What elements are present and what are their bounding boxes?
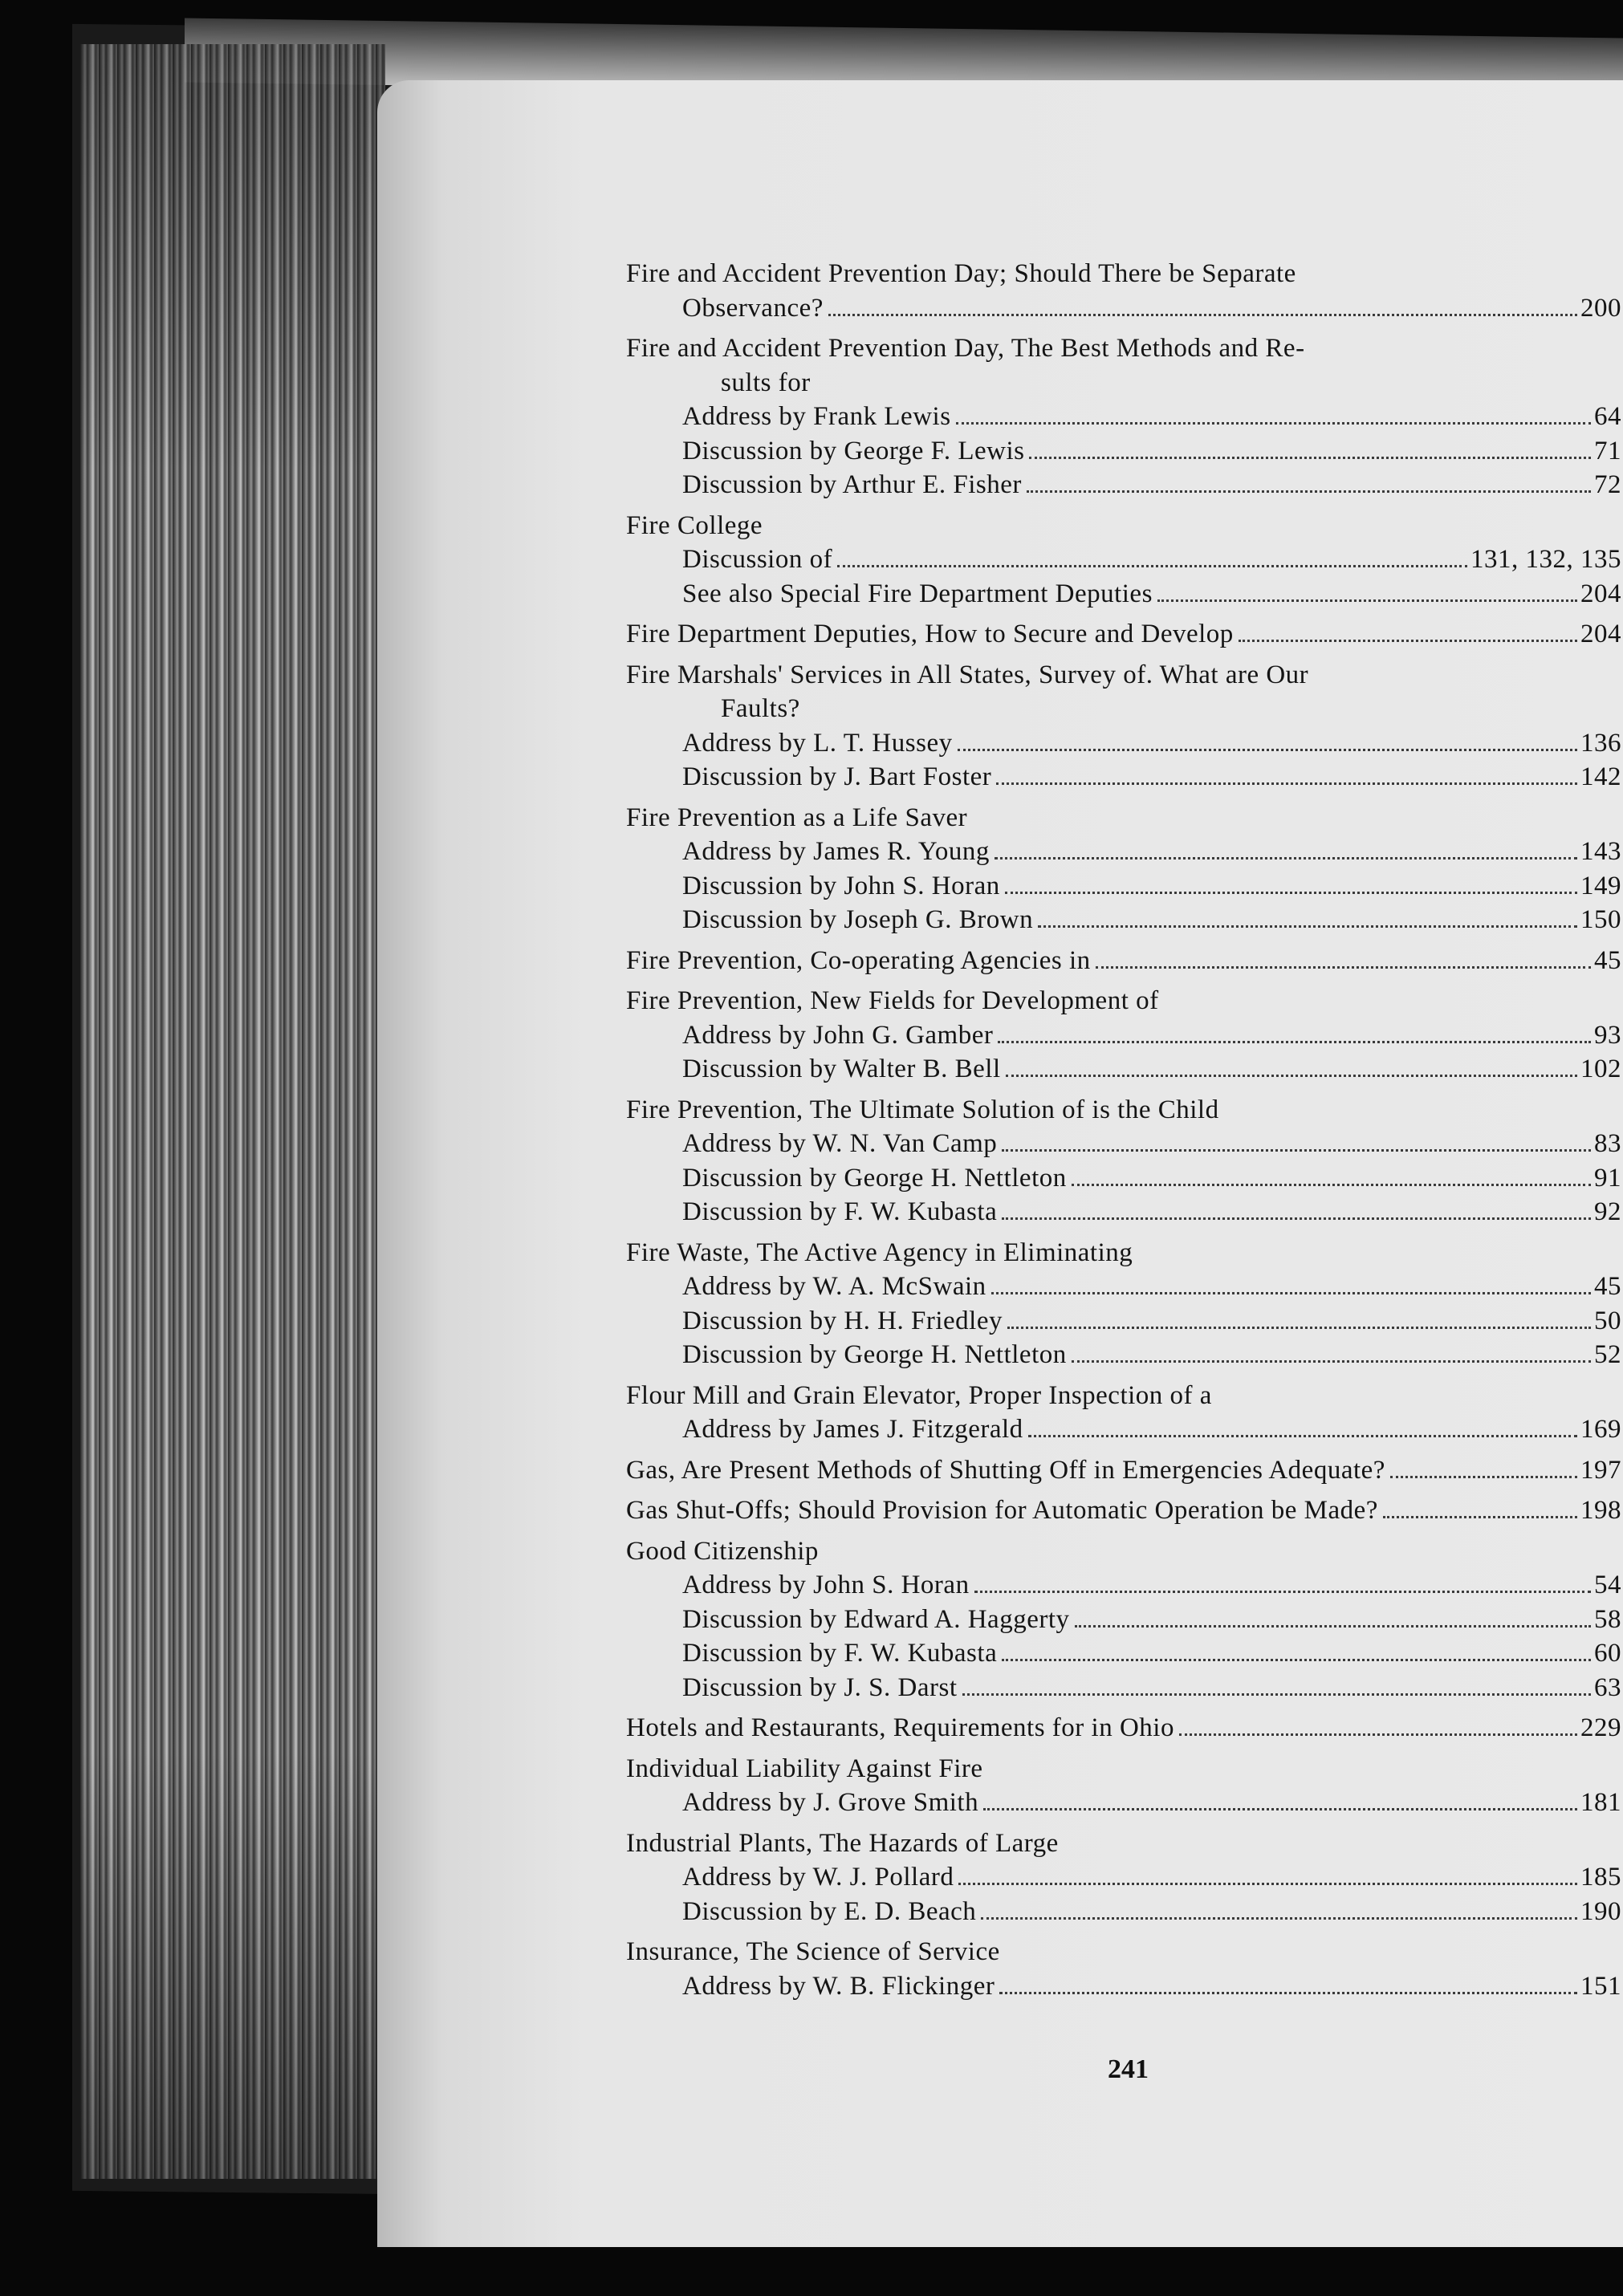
entry-label: Observance?: [682, 293, 824, 323]
index-entry: [626, 984, 1621, 1087]
page-number: 241: [1108, 2054, 1149, 2084]
page-reference: 204: [1580, 620, 1621, 648]
entry-label: Address by John S. Horan: [682, 1571, 970, 1599]
page-reference: 131, 132, 135: [1470, 545, 1621, 574]
page-reference: 229: [1580, 1713, 1621, 1742]
index-heading: Fire Prevention, The Ultimate Solution of is the Child: [626, 1095, 1219, 1124]
entry-label: Discussion by F. W. Kubasta: [682, 1197, 998, 1226]
page-reference: 149: [1580, 871, 1621, 900]
index-list: [626, 257, 1621, 2010]
page-reference: 92: [1594, 1197, 1621, 1226]
entry-label: Discussion by Joseph G. Brown: [682, 905, 1034, 934]
page-reference: 102: [1580, 1055, 1621, 1083]
page-reference: 185: [1580, 1863, 1621, 1892]
index-entry: [626, 509, 1621, 612]
index-subentry: [626, 1270, 1621, 1304]
index-heading: Individual Liability Against Fire: [626, 1753, 983, 1783]
index-heading-continuation: [626, 291, 1621, 326]
dot-leader: [1383, 1516, 1577, 1518]
index-heading: Fire and Accident Prevention Day; Should There be Separate: [626, 259, 1296, 288]
page-reference: 136: [1580, 728, 1621, 758]
entry-label: Discussion by Edward A. Haggerty: [682, 1604, 1070, 1634]
index-heading-row: [626, 1453, 1621, 1488]
index-entry: [626, 944, 1621, 978]
index-heading: Fire and Accident Prevention Day, The Best Methods and Re-: [626, 334, 1305, 363]
page-reference: 54: [1594, 1571, 1621, 1599]
index-heading: Fire Prevention as a Life Saver: [626, 803, 968, 832]
index-entry: [626, 1453, 1621, 1488]
page-reference: 93: [1594, 1020, 1621, 1050]
entry-label: Discussion by J. S. Darst: [682, 1672, 958, 1702]
index-entry: [626, 1752, 1621, 1820]
dot-leader: [1390, 1476, 1577, 1478]
page-reference: 64: [1594, 402, 1621, 431]
entry-label: Address by W. N. Van Camp: [682, 1129, 998, 1158]
index-heading: Fire Waste, The Active Agency in Eliminating: [626, 1237, 1133, 1267]
entry-label: Address by W. B. Flickinger: [682, 1971, 995, 2001]
dot-leader: [991, 1292, 1591, 1294]
index-subentry: [626, 1338, 1621, 1372]
index-subentry: [626, 1860, 1621, 1895]
index-subentry: [626, 1969, 1621, 2004]
dot-leader: [995, 857, 1577, 859]
page-reference: 83: [1594, 1129, 1621, 1158]
dot-leader: [1007, 1327, 1591, 1329]
dot-leader: [1179, 1733, 1577, 1736]
dot-leader: [996, 782, 1577, 785]
dot-leader: [1005, 892, 1577, 894]
page-reference: 143: [1580, 837, 1621, 866]
dot-leader: [983, 1808, 1577, 1810]
page-reference: 71: [1594, 436, 1621, 465]
entry-label: Discussion by George H. Nettleton: [682, 1163, 1067, 1193]
index-entry: [626, 1711, 1621, 1745]
entry-label: Address by John G. Gamber: [682, 1020, 994, 1050]
index-subentry: [626, 577, 1621, 612]
page-reference: 45: [1594, 945, 1621, 975]
index-entry: [626, 1534, 1621, 1705]
page-reference: 198: [1580, 1496, 1621, 1525]
index-entry: [626, 1379, 1621, 1447]
entry-label: Discussion by H. H. Friedley: [682, 1306, 1003, 1335]
index-subentry: [626, 1603, 1621, 1637]
index-subentry: [626, 434, 1621, 469]
dot-leader: [1072, 1184, 1591, 1186]
entry-label: Discussion by J. Bart Foster: [682, 762, 992, 791]
page-reference: 52: [1594, 1340, 1621, 1369]
index-subentry: [626, 760, 1621, 794]
dot-leader: [956, 422, 1591, 425]
dot-leader: [999, 1992, 1577, 1994]
dot-leader: [1072, 1360, 1591, 1363]
index-entry: [626, 617, 1621, 652]
entry-label: Hotels and Restaurants, Requirements for in Ohio: [626, 1713, 1174, 1742]
page-reference: 197: [1580, 1455, 1621, 1485]
index-subentry: [626, 400, 1621, 434]
index-subentry: [626, 1671, 1621, 1705]
index-heading-row: [626, 944, 1621, 978]
index-heading: Industrial Plants, The Hazards of Large: [626, 1828, 1059, 1858]
index-heading-row: [626, 617, 1621, 652]
page-reference: 142: [1580, 762, 1621, 791]
dot-leader: [958, 749, 1577, 751]
entry-label: Address by W. J. Pollard: [682, 1863, 954, 1892]
index-entry: [626, 257, 1621, 325]
index-entry: [626, 658, 1621, 794]
index-subentry: [626, 1195, 1621, 1229]
entry-label: Gas, Are Present Methods of Shutting Off in Emergencies Adequate?: [626, 1455, 1385, 1485]
entry-label: Fire Department Deputies, How to Secure and Develop: [626, 620, 1234, 648]
page-reference: 72: [1594, 470, 1621, 499]
dot-leader: [1002, 1149, 1591, 1152]
index-heading-row: [626, 1711, 1621, 1745]
index-entry: [626, 1827, 1621, 1929]
index-heading: Insurance, The Science of Service: [626, 1937, 1000, 1966]
dot-leader: [1027, 490, 1591, 493]
index-subentry: [626, 903, 1621, 937]
index-subentry: [626, 869, 1621, 904]
dot-leader: [1029, 457, 1591, 459]
entry-label: Discussion by F. W. Kubasta: [682, 1639, 998, 1668]
entry-label: Discussion by E. D. Beach: [682, 1896, 977, 1926]
dot-leader: [1096, 966, 1591, 969]
dot-leader: [962, 1693, 1591, 1696]
index-heading-continuation: Faults?: [721, 694, 800, 723]
index-subentry: [626, 1161, 1621, 1196]
entry-label: Discussion of: [682, 545, 833, 574]
index-subentry: [626, 543, 1621, 577]
dot-leader: [958, 1883, 1577, 1885]
index-subentry: [626, 1412, 1621, 1447]
page-reference: 45: [1594, 1272, 1621, 1301]
entry-label: Discussion by Walter B. Bell: [682, 1055, 1001, 1083]
index-heading: Fire Marshals' Services in All States, Survey of. What are Our: [626, 660, 1309, 689]
entry-label: Address by J. Grove Smith: [682, 1788, 979, 1817]
page-reference: 169: [1580, 1415, 1621, 1444]
index-entry: [626, 1093, 1621, 1229]
entry-label: Discussion by George F. Lewis: [682, 436, 1025, 465]
entry-label: Discussion by George H. Nettleton: [682, 1340, 1067, 1369]
index-subentry: [626, 1636, 1621, 1671]
page-reference: 150: [1580, 905, 1621, 934]
dot-leader: [1006, 1075, 1577, 1077]
index-heading-row: [626, 1493, 1621, 1528]
index-subentry: [626, 468, 1621, 502]
page-reference: 58: [1594, 1604, 1621, 1634]
index-heading-continuation: sults for: [721, 368, 811, 397]
dot-leader: [1075, 1625, 1591, 1628]
entry-label: Discussion by Arthur E. Fisher: [682, 470, 1022, 499]
index-subentry: [626, 726, 1621, 761]
index-subentry: [626, 1304, 1621, 1339]
index-entry: [626, 331, 1621, 502]
dot-leader: [998, 1041, 1591, 1043]
page-reference: 50: [1594, 1306, 1621, 1335]
dot-leader: [1038, 925, 1577, 928]
entry-label: Address by W. A. McSwain: [682, 1272, 986, 1301]
index-subentry: [626, 1895, 1621, 1929]
index-entry: [626, 801, 1621, 937]
dot-leader: [1028, 1435, 1577, 1437]
entry-label: See also Special Fire Department Deputies: [682, 579, 1153, 608]
page-edges: [80, 44, 385, 2179]
dot-leader: [828, 314, 1577, 316]
page-reference: 151: [1580, 1971, 1621, 2001]
entry-label: Gas Shut-Offs; Should Provision for Automatic Operation be Made?: [626, 1496, 1378, 1525]
dot-leader: [837, 565, 1467, 567]
entry-label: Address by Frank Lewis: [682, 402, 951, 431]
index-subentry: [626, 835, 1621, 869]
index-subentry: [626, 1786, 1621, 1820]
index-entry: [626, 1236, 1621, 1372]
page-reference: 200: [1580, 293, 1621, 323]
dot-leader: [974, 1591, 1591, 1593]
index-subentry: [626, 1052, 1621, 1087]
index-heading: Good Citizenship: [626, 1536, 819, 1566]
page-reference: 91: [1594, 1163, 1621, 1193]
page-reference: 190: [1580, 1896, 1621, 1926]
entry-label: Fire Prevention, Co-operating Agencies in: [626, 945, 1091, 975]
dot-leader: [1239, 640, 1577, 642]
index-heading: Fire College: [626, 510, 763, 540]
dot-leader: [981, 1917, 1577, 1920]
index-subentry: [626, 1568, 1621, 1603]
page-reference: 204: [1580, 579, 1621, 608]
index-entry: [626, 1493, 1621, 1528]
index-heading: Fire Prevention, New Fields for Development of: [626, 986, 1159, 1015]
entry-label: Address by James R. Young: [682, 837, 990, 866]
index-entry: [626, 1935, 1621, 2003]
dot-leader: [1002, 1659, 1591, 1661]
dot-leader: [1002, 1217, 1591, 1220]
index-heading: Flour Mill and Grain Elevator, Proper Inspection of a: [626, 1380, 1212, 1410]
dot-leader: [1157, 599, 1577, 602]
entry-label: Address by James J. Fitzgerald: [682, 1415, 1023, 1444]
page-reference: 63: [1594, 1672, 1621, 1702]
entry-label: Discussion by John S. Horan: [682, 871, 1000, 900]
index-subentry: [626, 1018, 1621, 1053]
index-subentry: [626, 1127, 1621, 1161]
entry-label: Address by L. T. Hussey: [682, 728, 953, 758]
page-reference: 60: [1594, 1639, 1621, 1668]
page-reference: 181: [1580, 1788, 1621, 1817]
